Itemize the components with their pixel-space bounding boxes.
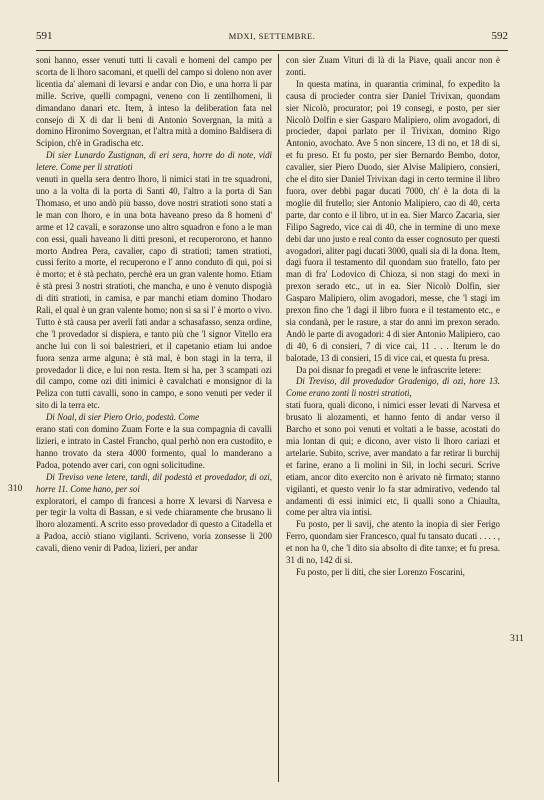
paragraph-4: stati fuora, quali dicono, i nimici esser levati di Narvesa et brusato li alozamenti, et hanno fento di andar verso il Barcho et sono poi venuti et voltati a le basse, acostati do mia lontan di qui; e dicono, aver visto li lhoro cariazi et artelarie. Subito, scrive, aver mandato a far retirar li burchij et farine, erano a li molini in Sil, in lochi securi. Scrive etiam, ancor dito exercito non è arivato nè firmato; stanno vigilanti, et questo venir lo fa star admirativo, vedendo tal andamenti di essi inimici etc, li qualli sono a Chiaulta, come per altra via intisi.	[286, 400, 500, 518]
margin-number-right: 311	[510, 634, 524, 644]
page-header	[36, 30, 508, 46]
page-number-right: 592	[491, 30, 508, 42]
header-rule	[36, 50, 508, 51]
paragraph-0: soni hanno, esser venuti tutti li cavali e homeni del campo per scorta de li lhoro sacomani, et quelli del campo si doleno non aver licentia da' alemani di levarsi e andar con Dio, e una horra li par mille. Scrive, quelli compagni, veneno con li zentilhomeni, li dimandano danari etc. Item, à inteso la deliberation fata nel consejo di X di dar li beni di Antonio Sovergnan, la mità a domino Hironimo Sovergnan, et l'altra mità a domino Baldisera di Scipion, ch'è in Gradischa etc.	[36, 55, 272, 149]
letter-heading-5: Di Treviso vene letere, tardi, dil podestà et provedador, di ozi, horre 11. Come hano, per soi	[36, 471, 272, 494]
paragraph-0: con sier Zuam Vituri di là di la Piave, quali ancor non è zonti.	[286, 55, 500, 77]
letter-heading-3: Di Noal, di sier Piero Orio, podestà. Come	[46, 412, 200, 423]
paragraph-2: Da poi disnar fo pregadi et vene le infrascrite letere:	[296, 364, 482, 375]
paragraph-2: venuti in quella sera dentro lhoro, li nimici stati in tre squadroni, uno a la volta di la porta di Santi 40, l'altro a la porta di San Thomaso, et uno andò più basso, dove nostri stratioti sono stati a le man con lhoro, e in una bota haveano preso da 8 homeni d' arme et 12 cavali, e sorazonse uno altro squadron e fono a le man con essi, quali haveano li ditti presoni, et recuperorono, et hanno morto Andrea Pera, cavalier, capo di stratioti; tamen stratioti, cussi ferito a morte, el recuperono e l' anno conduto di qui, poi si è morto; et è stà pechato, perchè era un gran valente homo. Etiam è stà presi 3 nostri stratioti, che mancha, e uno è venuto dispogià di diti stratioti, in camisa, e par manchi etiam domino Thodaro Rali, el qual è un gran valente homo; non si sa si l' è morto o vivo. Tutto è stà causa per averli fati andar a schasafasso, senza ordine, che 'l provedador si dispiera, e tanto più che 'l signor Vitello era anche lui con li soi balestrieri, et il capetanio etiam lui andoe fuora senza arme alguna; è stà mal, è bon stagi in la terra, il provedador li dice, e lui non resta. Item si ha, per 3 scampati ozi dil campo, come ozi diti inimici è cavalchati e monsignor di la Peliza con tutti cavalli, sono in campo, e sono venuti per veder il sito di la terra etc.	[36, 174, 272, 411]
paragraph-6: Fu posto, per li diti, che sier Lorenzo Foscarini,	[296, 566, 465, 577]
column-divider	[278, 54, 279, 782]
letter-heading-3: Di Treviso, dil provedador Gradenigo, di ozi, hore 13. Come erano zonti li nostri stratioti,	[286, 376, 500, 399]
paragraph-4: erano stati con domino Zuam Forte e la sua compagnia di cavalli lizieri, e intrato in Castel Francho, qual perhò non era custodito, e hanno trovato da stera 4000 formento, qual lo manderano a Padoa, potendo aver cari, con ogni solicitudine.	[36, 424, 272, 470]
paragraph-5: Fu posto, per li savij, che atento la inopia di sier Ferigo Ferro, quondam sier Francesco, qual fu tansato ducati . . . . , et non ha 0, che 'l dito sia absolto di dite tanxe; et fu presa. 31 di no, 142 di si.	[286, 519, 500, 566]
letter-heading-1: Di sier Lunardo Zustignan, di eri sera, horre do di note, vidi letere. Come per li stratioti	[36, 150, 272, 173]
running-title: MDXI, SETTEMBRE.	[228, 31, 316, 41]
right-column	[286, 55, 500, 579]
paragraph-6: exploratori, el campo di francesi a horre X levarsi di Narvesa e per tegir la volta di Bassan, e si vede chiaramente che brusano li lhoro alozamenti. A scrito esso provedador di questo a Citadella et a Padoa, acciò stiano vigilanti. Scriveno, voria zonsesse li 200 cavali, dieno venir di Padoa, lizieri, per andar	[36, 495, 272, 554]
left-column	[36, 55, 272, 555]
page-number-left: 591	[36, 30, 53, 42]
margin-number-left: 310	[8, 484, 23, 494]
paragraph-1: In questa matina, in quarantia criminal, fo expedito la causa di procieder contra sier Daniel Trivixan, quondam sier Nicolò, procurator; poi 19 consegi, e posto, per sier Nicolò Dolfin e sier Gasparo Malipiero, olim avogadori, di procieder, dapoi parlato per il Trivixan, domino Rigo Antonio, avochato. Ave 5 non sincere, 13 di no, et 18 di si, et fu preso. Et fu posto, per sier Bernardo Bembo, dotor, cavalier, sier Piero Duodo, sier Alvise Malipiero, consieri, che el dito sier Daniel Trivixan dagi in certo termine il libro fuora, over debbi pagar ducati 7000, ch' è la dota di la moglie dil frutello; sier Antonio Malipiero, cao di 40, certa parte, dar conto e il libro, ut in ea. Sier Marco Zacaria, sier Filipo Sagredo, vice cai di 40, che in termine di uno mexe debi dar uno justo e real conto da esser cognosuto per questi avogadori, aliter pagi ducati 3000, quali sia di la dona. Item, dagi fuora il testamento dil quondam suo fratello, fato per man di fra' Lodovico di Chioza, si non stagi do mexi in prexon serado etc., ut in ea. Sier Nicolò Dolfin, sier Gasparo Malipiero, olim avogadori, messe, che 'l stagi im prexon fino che 'l dagi il libro fuora e il testamento etc., e sia condanà, per le rasure, a star do anni im prexon serado. Andò le parte di avogadori: 4 di sier Antonio Malipiero, cao di 40, 6 di consieri, 7 di vice cai, 11 . . . Iterum le do balotade, 13 di consieri, 15 di vice cai, et questa fu presa.	[286, 78, 500, 363]
